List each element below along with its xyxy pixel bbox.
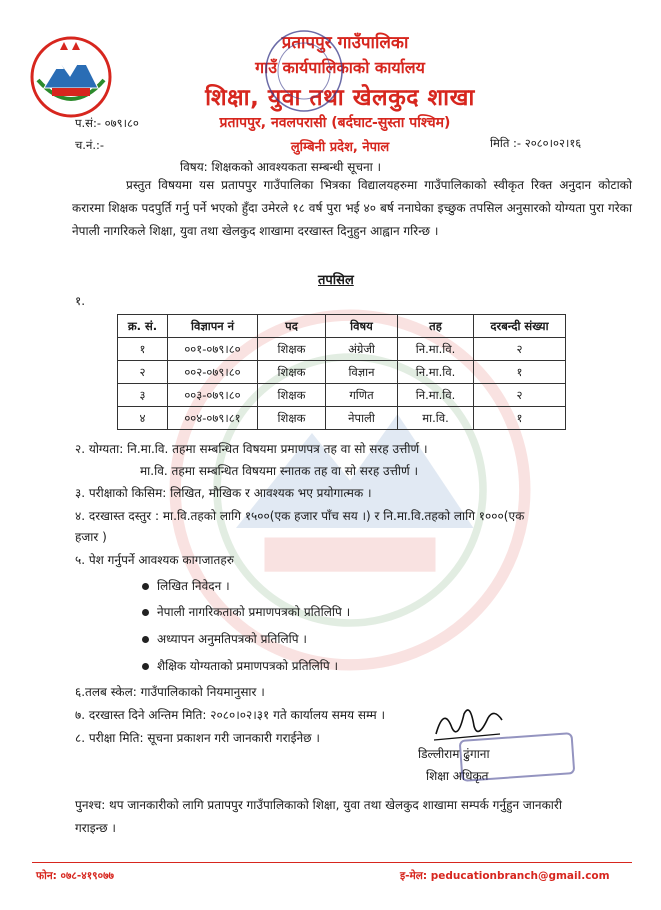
bullet-icon bbox=[142, 609, 149, 616]
document-item-label: शैक्षिक योग्यताको प्रमाणपत्रको प्रतिलिपि । bbox=[157, 659, 339, 673]
footer-phone: फोन: ०७८-४१९०७७ bbox=[36, 870, 114, 882]
municipality-name: प्रतापपुर गाउँपालिका bbox=[281, 33, 409, 53]
table-cell: ४ bbox=[118, 407, 168, 430]
address-line: प्रतापपुर, नवलपरासी (बर्दघाट-सुस्ता पश्चिम) bbox=[219, 115, 451, 131]
table-cell: शिक्षक bbox=[258, 384, 326, 407]
bullet-icon bbox=[142, 583, 149, 590]
table-cell: नि.मा.वि. bbox=[398, 361, 474, 384]
office-name: गाउँ कार्यपालिकाको कार्यालय bbox=[255, 58, 425, 77]
table-cell: नेपाली bbox=[326, 407, 398, 430]
table-cell: शिक्षक bbox=[258, 338, 326, 361]
municipality-logo bbox=[30, 36, 112, 118]
table-cell: १ bbox=[118, 338, 168, 361]
office-stamp bbox=[263, 28, 345, 114]
application-deadline: ७. दरखास्त दिने अन्तिम मिति: २०८०।०२।३१ गते कार्यालय समय सम्म । bbox=[75, 708, 386, 722]
col-header: विषय bbox=[326, 315, 398, 338]
fee-line-2: हजार ) bbox=[75, 530, 107, 544]
postscript: पुनश्च: थप जानकारीको लागि प्रतापपुर गाउँपालिकाको शिक्षा, युवा तथा खेलकुद शाखामा सम्पर्क गर्नुहुन जानकारी गराइन्छ । bbox=[75, 798, 562, 835]
exam-date: ८. परीक्षा मिति: सूचना प्रकाशन गरी जानकारी गराईनेछ । bbox=[75, 731, 320, 745]
table-row bbox=[118, 384, 566, 407]
reference-number: प.सं:- ०७९।८० bbox=[75, 116, 139, 130]
dispatch-number: च.नं.:- bbox=[75, 138, 105, 152]
table-cell: ००१-०७९।८० bbox=[168, 338, 258, 361]
document-item bbox=[142, 601, 350, 624]
col-header: तह bbox=[398, 315, 474, 338]
province-line: लुम्बिनी प्रदेश, नेपाल bbox=[290, 140, 390, 155]
col-header: पद bbox=[258, 315, 326, 338]
intro-paragraph: प्रस्तुत विषयमा यस प्रतापपुर गाउँपालिका भित्रका विद्यालयहरुमा गाउँपालिकाको स्वीकृत रिक्त अनुदान कोटाको करारमा शिक्षक पदपुर्ति गर्नु पर्ने भएको हुँदा उमेरले १८ वर्ष पुरा भई ४० बर्ष ननाघेका इच्छुक तपसिल अनुसारको योग्यता पुरा गरेका नेपाली नागरिकले शिक्षा, युवा तथा खेलकुद शाखामा दरखास्त दिनुहुन आह्वान गरिन्छ । bbox=[72, 178, 632, 238]
table-cell: २ bbox=[118, 361, 168, 384]
item-1-label: १. bbox=[75, 294, 86, 308]
signatory-title: शिक्षा अधिकृत bbox=[426, 769, 489, 783]
table-cell: ००३-०७९।८० bbox=[168, 384, 258, 407]
table-cell: ००४-०७९।८१ bbox=[168, 407, 258, 430]
table-cell: २ bbox=[474, 384, 566, 407]
document-item bbox=[142, 655, 338, 678]
notice-date: मिति :- २०८०।०२।१६ bbox=[490, 136, 582, 150]
salary-scale: ६.तलब स्केल: गाउँपालिकाको नियमानुसार । bbox=[75, 685, 265, 699]
table-cell: ३ bbox=[118, 384, 168, 407]
vacancy-table bbox=[117, 314, 566, 430]
footer-divider bbox=[32, 862, 632, 863]
table-cell: विज्ञान bbox=[326, 361, 398, 384]
document-item-label: नेपाली नागरिकताको प्रमाणपत्रको प्रतिलिपि । bbox=[157, 605, 351, 619]
branch-name: शिक्षा, युवा तथा खेलकुद शाखा bbox=[205, 85, 475, 111]
table-cell: १ bbox=[474, 361, 566, 384]
table-cell: २ bbox=[474, 338, 566, 361]
subject-line: विषय: शिक्षकको आवश्यकता सम्बन्धी सूचना । bbox=[180, 160, 382, 174]
table-header-row bbox=[118, 315, 566, 338]
table-row bbox=[118, 338, 566, 361]
signatory-name: डिल्लीराम ढुंगाना bbox=[418, 747, 490, 761]
table-row bbox=[118, 407, 566, 430]
table-cell: शिक्षक bbox=[258, 361, 326, 384]
document-item bbox=[142, 575, 230, 598]
table-cell: शिक्षक bbox=[258, 407, 326, 430]
section-title: तपसिल bbox=[318, 273, 354, 288]
table-cell: गणित bbox=[326, 384, 398, 407]
fee-line-1: ४. दरखास्त दस्तुर : मा.वि.तहको लागि १५००(एक हजार पाँच सय ।) र नि.मा.वि.तहको लागि १०००(एक bbox=[75, 509, 525, 523]
table-cell: मा.वि. bbox=[398, 407, 474, 430]
table-cell: नि.मा.वि. bbox=[398, 384, 474, 407]
officer-stamp bbox=[459, 732, 576, 782]
exam-type: ३. परीक्षाको किसिम: लिखित, मौखिक र आवश्यक भए प्रयोगात्मक । bbox=[75, 486, 372, 500]
table-cell: नि.मा.वि. bbox=[398, 338, 474, 361]
documents-title: ५. पेश गर्नुपर्ने आवश्यक कागजातहरु bbox=[75, 553, 234, 567]
bullet-icon bbox=[142, 663, 149, 670]
document-item-label: लिखित निवेदन । bbox=[157, 579, 230, 593]
col-header: क्र. सं. bbox=[118, 315, 168, 338]
document-item-label: अध्यापन अनुमतिपत्रको प्रतिलिपि । bbox=[157, 632, 307, 646]
table-cell: अंग्रेजी bbox=[326, 338, 398, 361]
footer-email: इ-मेल: peducationbranch@gmail.com bbox=[400, 870, 610, 882]
document-item bbox=[142, 628, 307, 651]
col-header: दरबन्दी संख्या bbox=[474, 315, 566, 338]
table-cell: १ bbox=[474, 407, 566, 430]
qualification-line-1: २. योग्यता: नि.मा.वि. तहमा सम्बन्धित विषयमा प्रमाणपत्र तह वा सो सरह उत्तीर्ण । bbox=[75, 442, 428, 456]
table-row bbox=[118, 361, 566, 384]
table-cell: ००२-०७९।८० bbox=[168, 361, 258, 384]
bullet-icon bbox=[142, 636, 149, 643]
col-header: विज्ञापन नं bbox=[168, 315, 258, 338]
qualification-line-2: मा.वि. तहमा सम्बन्धित विषयमा स्नातक तह वा सो सरह उत्तीर्ण । bbox=[140, 464, 419, 478]
